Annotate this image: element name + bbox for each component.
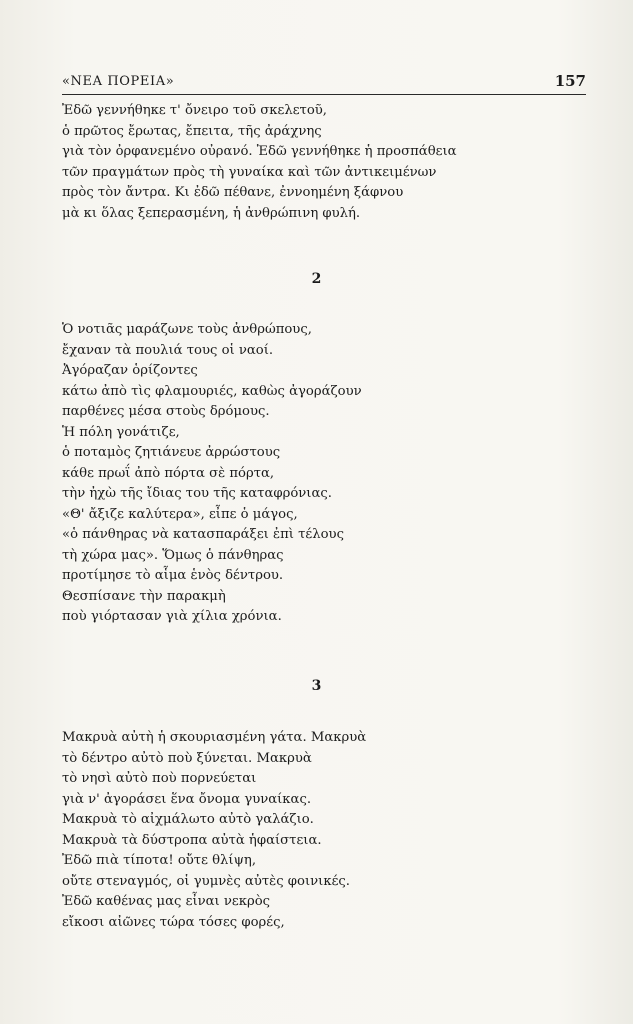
running-title: «ΝΕΑ ΠΟΡΕΙΑ» <box>62 74 175 89</box>
poem-line: τὴ χώρα μας». Ὅμως ὁ πάνθηρας <box>62 547 284 563</box>
poem-stanza-3 <box>62 728 582 933</box>
poem-line: Μακρυὰ τὸ αἰχμάλωτο αὐτὸ γαλάζιο. <box>62 812 314 827</box>
poem-line: Ἡ πόλη γονάτιζε, <box>62 424 180 440</box>
poem-line: κάθε πρωΐ ἀπὸ πόρτα σὲ πόρτα, <box>62 465 275 481</box>
poem-line: Θεσπίσανε τὴν παρακμὴ <box>62 588 226 604</box>
poem-line: κάτω ἀπὸ τὶς φλαμουριές, καθὼς ἀγοράζουν <box>62 383 362 399</box>
section-number-2: 2 <box>311 271 322 287</box>
poem-line: Ἐδῶ καθένας μας εἶναι νεκρὸς <box>62 894 271 909</box>
poem-line: γιὰ ν' ἀγοράσει ἕνα ὄνομα γυναίκας. <box>62 791 312 807</box>
poem-stanza-2 <box>62 320 582 628</box>
poem-line: προτίμησε τὸ αἷμα ἑνὸς δέντρου. <box>62 568 284 583</box>
poem-line: ποὺ γιόρτασαν γιὰ χίλια χρόνια. <box>62 609 282 624</box>
poem-line: γιὰ τὸν ὀρφανεμένο οὐρανό. Ἐδῶ γεννήθηκε ἡ προσπάθεια <box>62 144 457 159</box>
poem-line: Μακρυὰ αὐτὴ ἡ σκουριασμένη γάτα. Μακρυὰ <box>62 730 367 745</box>
poem-line: Μακρυὰ τὰ δύστροπα αὐτὰ ἡφαίστεια. <box>62 832 322 848</box>
poem-line: «Θ' ἄξιζε καλύτερα», εἶπε ὁ μάγος, <box>62 506 298 522</box>
poem-line: τὴν ἠχὼ τῆς ἴδιας του τῆς καταφρόνιας. <box>62 486 332 501</box>
poem-line: Ὁ νοτιᾶς μαράζωνε τοὺς ἀνθρώπους, <box>62 322 312 337</box>
section-number-3: 3 <box>311 678 322 694</box>
page-header <box>62 72 586 95</box>
poem-line: τὸ δέντρο αὐτὸ ποὺ ξύνεται. Μακρυὰ <box>62 750 312 766</box>
poem-line: εἴκοσι αἰῶνες τώρα τόσες φορές, <box>62 914 285 930</box>
poem-line: ὁ ποταμὸς ζητιάνευε ἀρρώστους <box>62 445 281 460</box>
poem-line: «ὁ πάνθηρας νὰ κατασπαράξει ἐπὶ τέλους <box>62 527 344 542</box>
poem-line: μὰ κι ὅλας ξεπερασμένη, ἡ ἀνθρώπινη φυλή. <box>62 205 361 221</box>
poem-line: τῶν πραγμάτων πρὸς τὴ γυναίκα καὶ τῶν ἀντικειμένων <box>62 164 437 180</box>
poem-line: παρθένες μέσα στοὺς δρόμους. <box>62 404 270 419</box>
poem-stanza-1 <box>62 101 582 224</box>
poem-line: ἔχαναν τὰ πουλιά τους οἱ ναοί. <box>62 342 274 358</box>
poem-line: πρὸς τὸν ἄντρα. Κι ἐδῶ πέθανε, ἐννοημένη ξάφνου <box>62 185 404 200</box>
poem-line: οὔτε στεναγμός, οἱ γυμνὲς αὐτὲς φοινικές. <box>62 873 350 889</box>
poem-line: Ἀγόραζαν ὁρίζοντες <box>62 363 198 378</box>
poem-line: Ἐδῶ γεννήθηκε τ' ὄνειρο τοῦ σκελετοῦ, <box>62 103 327 118</box>
poem-line: ὁ πρῶτος ἔρωτας, ἔπειτα, τῆς ἀράχνης <box>62 123 322 139</box>
poem-line: τὸ νησὶ αὐτὸ ποὺ πορνεύεται <box>62 771 257 786</box>
page-number: 157 <box>554 72 586 90</box>
poem-line: Ἐδῶ πιὰ τίποτα! οὔτε θλίψη, <box>62 853 257 868</box>
